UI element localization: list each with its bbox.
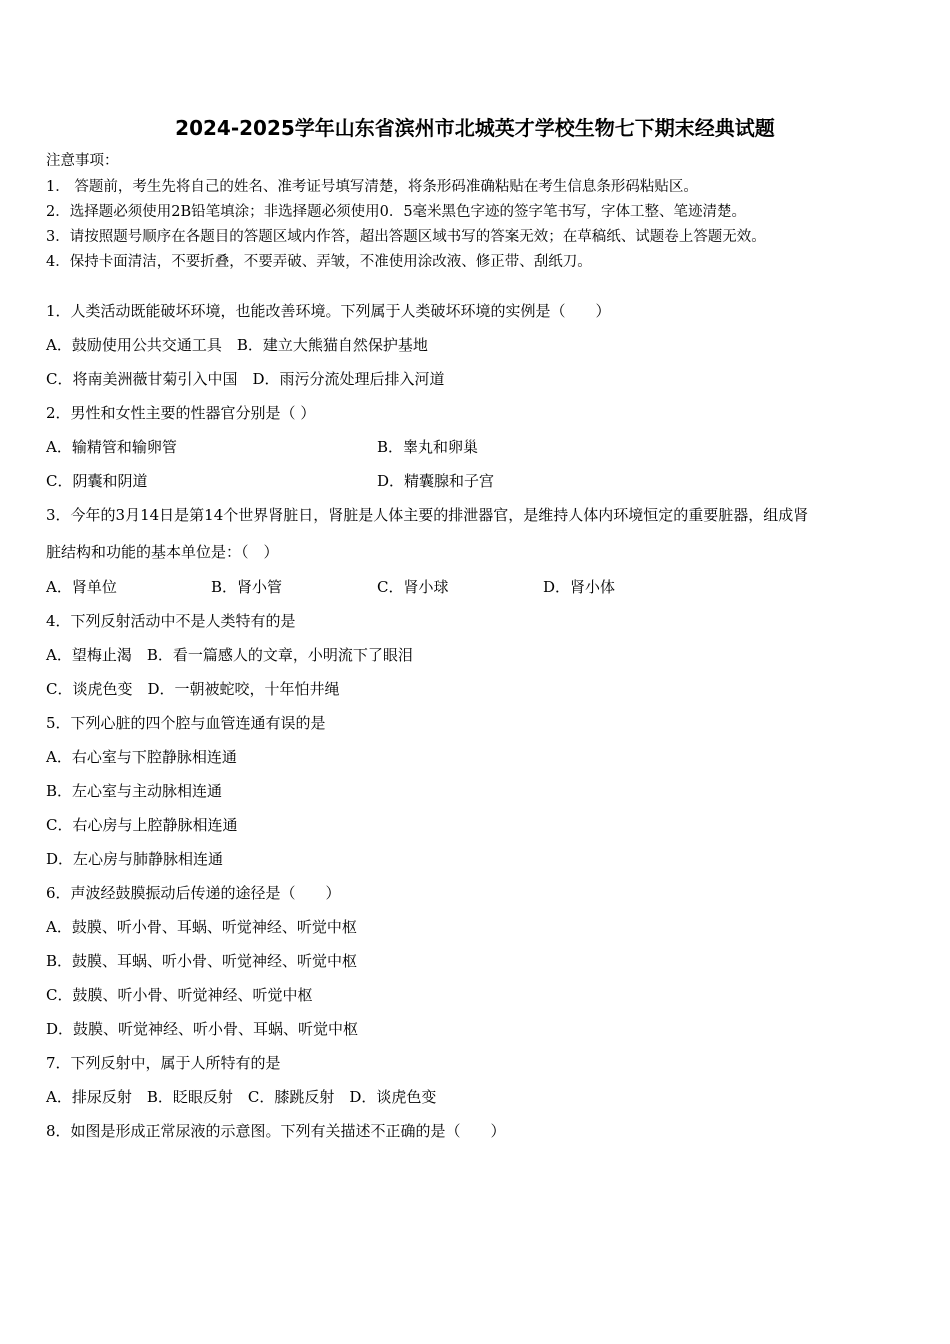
question-2-stem: 2．男性和女性主要的性器官分别是（ ）	[46, 404, 316, 422]
question-6-option-a: A．鼓膜、听小骨、耳蜗、听觉神经、听觉中枢	[46, 918, 357, 936]
question-4-options-row-1: A．望梅止渴 B．看一篇感人的文章，小明流下了眼泪	[46, 646, 413, 664]
question-2-option-b: B．睾丸和卵巢	[377, 438, 479, 456]
notice-item-2: 2．选择题必须使用2B铅笔填涂；非选择题必须使用0．5毫米黑色字迹的签字笔书写，字体工整、笔迹清楚。	[46, 204, 747, 220]
question-6-option-c: C．鼓膜、听小骨、听觉神经、听觉中枢	[46, 986, 313, 1004]
notice-item-1: 1． 答题前，考生先将自己的姓名、准考证号填写清楚，将条形码准确粘贴在考生信息条形码粘贴区。	[46, 179, 698, 195]
question-8-stem: 8．如图是形成正常尿液的示意图。下列有关描述不正确的是（ ）	[46, 1122, 506, 1140]
notice-item-3: 3．请按照题号顺序在各题目的答题区域内作答，超出答题区域书写的答案无效；在草稿纸、试题卷上答题无效。	[46, 229, 766, 245]
question-1-options-row-2: C．将南美洲薇甘菊引入中国 D．雨污分流处理后排入河道	[46, 370, 445, 388]
question-4-stem: 4．下列反射活动中不是人类特有的是	[46, 612, 296, 630]
page-title: 2024-2025学年山东省滨州市北城英才学校生物七下期末经典试题	[175, 116, 775, 140]
question-1-options-row-1: A．鼓励使用公共交通工具 B．建立大熊猫自然保护基地	[46, 336, 428, 354]
question-3-stem-cont: 脏结构和功能的基本单位是：（ ）	[46, 543, 279, 561]
question-6-stem: 6．声波经鼓膜振动后传递的途径是（ ）	[46, 884, 341, 902]
question-1-stem: 1．人类活动既能破坏环境，也能改善环境。下列属于人类破坏环境的实例是（ ）	[46, 302, 611, 320]
question-3-option-d: D．肾小体	[543, 578, 616, 596]
question-5-option-a: A．右心室与下腔静脉相连通	[46, 748, 237, 766]
question-5-option-c: C．右心房与上腔静脉相连通	[46, 816, 238, 834]
question-5-option-d: D．左心房与肺静脉相连通	[46, 850, 224, 868]
question-2-option-d: D．精囊腺和子宫	[377, 472, 495, 490]
question-7-options-row-1: A．排尿反射 B．眨眼反射 C．膝跳反射 D．谈虎色变	[46, 1088, 437, 1106]
question-2-option-c: C．阴囊和阴道	[46, 472, 148, 490]
question-2-option-a: A．输精管和输卵管	[46, 438, 177, 456]
question-5-stem: 5．下列心脏的四个腔与血管连通有误的是	[46, 714, 326, 732]
notice-item-4: 4．保持卡面清洁，不要折叠，不要弄破、弄皱，不准使用涂改液、修正带、刮纸刀。	[46, 254, 592, 270]
question-7-stem: 7．下列反射中，属于人所特有的是	[46, 1054, 281, 1072]
question-6-option-d: D．鼓膜、听觉神经、听小骨、耳蜗、听觉中枢	[46, 1020, 359, 1038]
notice-heading: 注意事项：	[46, 153, 119, 169]
question-3-option-a: A．肾单位	[46, 578, 117, 596]
question-3-option-b: B．肾小管	[211, 578, 283, 596]
question-3-stem: 3．今年的3月14日是第14个世界肾脏日，肾脏是人体主要的排泄器官，是维持人体内环境恒定的重要脏器，组成肾	[46, 506, 809, 524]
question-6-option-b: B．鼓膜、耳蜗、听小骨、听觉神经、听觉中枢	[46, 952, 358, 970]
question-5-option-b: B．左心室与主动脉相连通	[46, 782, 223, 800]
question-4-options-row-2: C．谈虎色变 D．一朝被蛇咬，十年怕井绳	[46, 680, 340, 698]
question-3-option-c: C．肾小球	[377, 578, 449, 596]
